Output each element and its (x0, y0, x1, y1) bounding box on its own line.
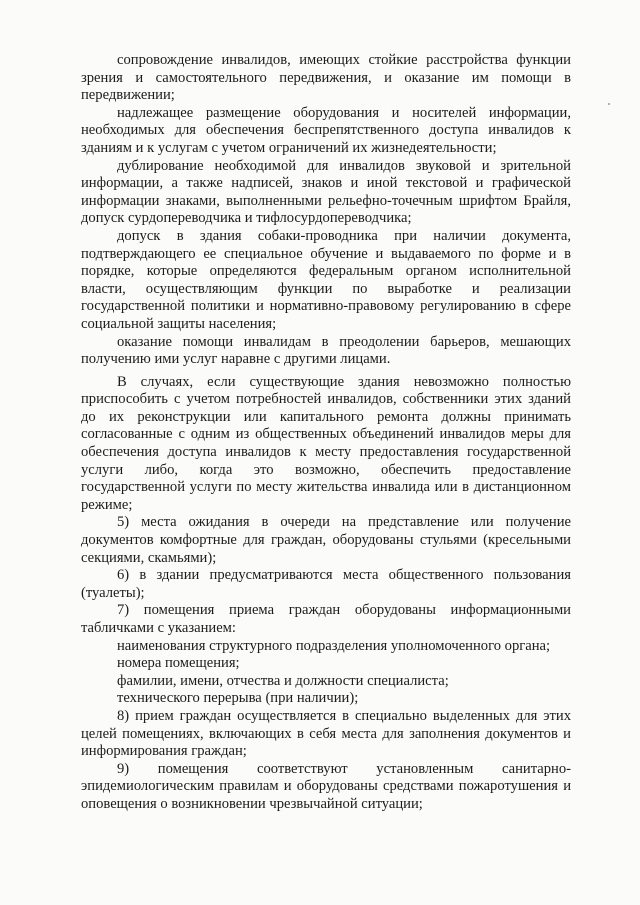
paragraph-equipment-placement: надлежащее размещение оборудования и носителей информации, необходимых для обеспечения беспрепятственного доступа инвалидов к зданиям и к услугам с учетом ограничений их жизнедеятельности; (81, 104, 571, 156)
scan-speck (608, 103, 610, 105)
paragraph-escort: сопровождение инвалидов, имеющих стойкие расстройства функции зрения и самостоятельного передвижения, и оказание им помощи в передвижении; (81, 52, 571, 104)
paragraph-item-8: 8) прием граждан осуществляется в специально выделенных для этих целей помещениях, включающих в себя места для заполнения документов и информирования граждан; (81, 707, 571, 760)
paragraph-information-duplication: дублирование необходимой для инвалидов звуковой и зрительной информации, а также надписей, знаков и иной текстовой и графической информации знаками, выполненными рельефно-точечным шрифтом Брайля, допуск сурдопереводчика и тифлосурдопереводчика; (81, 157, 571, 227)
paragraph-break-time: технического перерыва (при наличии); (117, 690, 359, 707)
paragraph-item-5: 5) места ожидания в очереди на представление или получение документов комфортные для граждан, оборудованы стульями (кресельными секциями, скамьями); (81, 514, 571, 566)
document-body (81, 52, 571, 814)
paragraph-item-7: 7) помещения приема граждан оборудованы информационными табличками с указанием: (81, 602, 571, 636)
paragraph-item-9: 9) помещения соответствуют установленным санитарно-эпидемиологическим правилам и оборудованы средствами пожаротушения и оповещения о возникновении чрезвычайной ситуации; (81, 760, 571, 812)
paragraph-guide-dog: допуск в здания собаки-проводника при наличии документа, подтверждающего ее специальное обучение и выдаваемого по форме и в порядке, которые определяются федеральным органом исполнительной власти, осуществляющим функции по выработке и реализации государственной политики и нормативно-правовому регулированию в сфере социальной защиты населения; (81, 227, 571, 332)
paragraph-barrier-assistance: оказание помощи инвалидам в преодолении барьеров, мешающих получению ими услуг наравне с другими лицами. (81, 333, 571, 368)
paragraph-department-name: наименования структурного подразделения уполномоченного органа; (117, 637, 551, 654)
paragraph-existing-buildings: В случаях, если существующие здания невозможно полностью приспособить с учетом потребностей инвалидов, собственники этих зданий до их реконструкции или капитального ремонта должны принимать согласованные с одним из общественных объединений инвалидов меры для обеспечения доступа инвалидов к месту предоставления государственной услуги либо, когда это возможно, обеспечить предоставление государственной услуги по месту жительства инвалида или в дистанционном режиме; (81, 373, 571, 513)
paragraph-item-6: 6) в здании предусматриваются места общественного пользования (туалеты); (81, 567, 571, 601)
paragraph-specialist-name: фамилии, имени, отчества и должности специалиста; (117, 672, 449, 689)
paragraph-room-number: номера помещения; (117, 655, 240, 672)
